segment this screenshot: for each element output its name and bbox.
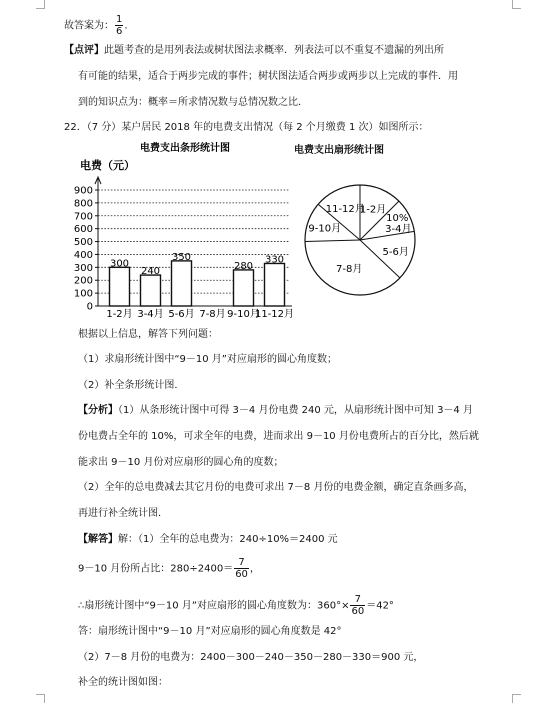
bar-chart-title: 电费支出条形统计图	[140, 143, 230, 154]
analysis-line-4: （2）全年的总电费减去其它月份的电费可求出 7－8 月份的电费金额，确定直条画多高，	[78, 482, 474, 493]
x-tick-label: 1-2月	[106, 309, 133, 320]
pie-slice-label: 11-12月	[325, 204, 365, 216]
solution-fraction-1: $\frac{7}{60}$	[235, 557, 248, 580]
x-tick-label: 7-8月	[199, 309, 226, 320]
analysis-line-3: 能求出 9－10 月份对应扇形的圆心角的度数；	[78, 457, 284, 468]
solution-line-6: 补全的统计图如图：	[78, 677, 168, 688]
answer-line: 故答案为： $\frac{1}{6}$ .	[64, 14, 128, 37]
bar	[234, 270, 254, 306]
corner-mark-bottom-right	[512, 694, 521, 703]
solution-fraction-2: $\frac{7}{60}$	[351, 594, 365, 617]
bar-plot-area	[74, 177, 294, 320]
corner-mark-bottom-left	[36, 694, 45, 703]
solution-line-1: 【解答】解：（1）全年的总电费为：240÷10%＝2400 元	[78, 534, 338, 545]
x-tick-label: 9-10月	[227, 309, 260, 320]
corner-mark-top-left	[36, 0, 45, 9]
pie-slice-label: 7-8月	[335, 264, 363, 276]
bar	[172, 261, 192, 306]
analysis-line-5: 再进行补全统计图．	[78, 508, 168, 519]
y-tick-label: 200	[73, 275, 93, 287]
bar-value-label: 240	[140, 266, 161, 278]
bar	[110, 267, 130, 306]
y-tick-label: 300	[73, 262, 93, 274]
x-tick-label: 11-12月	[254, 309, 295, 320]
pie-slice-label: 5-6月	[382, 247, 409, 259]
bar	[141, 275, 161, 306]
pie-slice-label: 9-10月	[308, 223, 342, 235]
pie-chart-title: 电费支出扇形统计图	[294, 145, 384, 156]
bar-value-label: 280	[233, 260, 254, 272]
solution-line-2: 9－10 月份所占比：280÷2400＝ $\frac{7}{60}$ ，	[78, 557, 260, 580]
bar-value-label: 300	[109, 258, 130, 270]
y-tick-label: 600	[73, 224, 93, 236]
pie-slice-percent: 10%	[386, 213, 409, 225]
pie-plot-area	[305, 185, 415, 295]
y-tick-label: 900	[73, 185, 93, 197]
solution-line-5: （2）7－8 月份的电费为：2400－300－240－350－280－330＝900 元，	[78, 652, 424, 663]
solution-line-3: ∴扇形统计图中“9－10 月”对应扇形的圆心角度数为：360°× $\frac{7}{60}$ ＝42°	[78, 594, 394, 617]
x-tick-label: 3-4月	[137, 309, 164, 320]
question-1: （1）求扇形统计图中“9－10 月”对应扇形的圆心角度数；	[78, 354, 337, 365]
bar	[265, 263, 285, 306]
analysis-line-2: 份电费占全年的 10%，可求全年的电费，进而求出 9－10 月份电费所占的百分比，然后就	[78, 431, 479, 442]
bar-value-label: 330	[264, 254, 285, 266]
comment-line-3: 到的知识点为：概率＝所求情况数与总情况数之比．	[78, 97, 308, 108]
pie-slice-label: 1-2月	[359, 204, 387, 216]
comment-line-2: 有可能的结果，适合于两步完成的事件；树状图法适合两步或两步以上完成的事件．用	[78, 71, 458, 82]
question-2: （2）补全条形统计图．	[78, 380, 185, 391]
y-tick-label: 400	[73, 249, 93, 261]
question-prompt: 根据以上信息，解答下列问题：	[78, 329, 218, 340]
bar-chart	[62, 138, 302, 322]
y-tick-label: 500	[73, 237, 93, 249]
y-tick-label: 700	[73, 211, 93, 223]
answer-fraction: $\frac{1}{6}$	[116, 14, 123, 37]
x-tick-label: 5-6月	[168, 309, 195, 320]
question-stem: 22．（7 分）某户居民 2018 年的电费支出情况（每 2 个月缴费 1 次）如图所示：	[64, 122, 429, 133]
comment-line-1: 【点评】此题考查的是用列表法或树状图法求概率．列表法可以不重复不遗漏的列出所	[64, 45, 444, 56]
analysis-line-1: 【分析】（1）从条形统计图中可得 3－4 月份电费 240 元，从扇形统计图中可知 3－4 月	[78, 405, 473, 416]
y-tick-label: 0	[86, 301, 93, 313]
corner-mark-top-right	[512, 0, 521, 9]
y-tick-label: 100	[73, 288, 93, 300]
bar-value-label: 350	[171, 251, 192, 263]
solution-line-4: 答：扇形统计图中“9－10 月”对应扇形的圆心角度数是 42°	[78, 626, 342, 637]
bar-chart-ylabel: 电费（元）	[80, 159, 135, 172]
y-tick-label: 800	[73, 198, 93, 210]
pie-slice-label: 3-4月	[385, 224, 412, 236]
pie-chart	[300, 180, 420, 300]
